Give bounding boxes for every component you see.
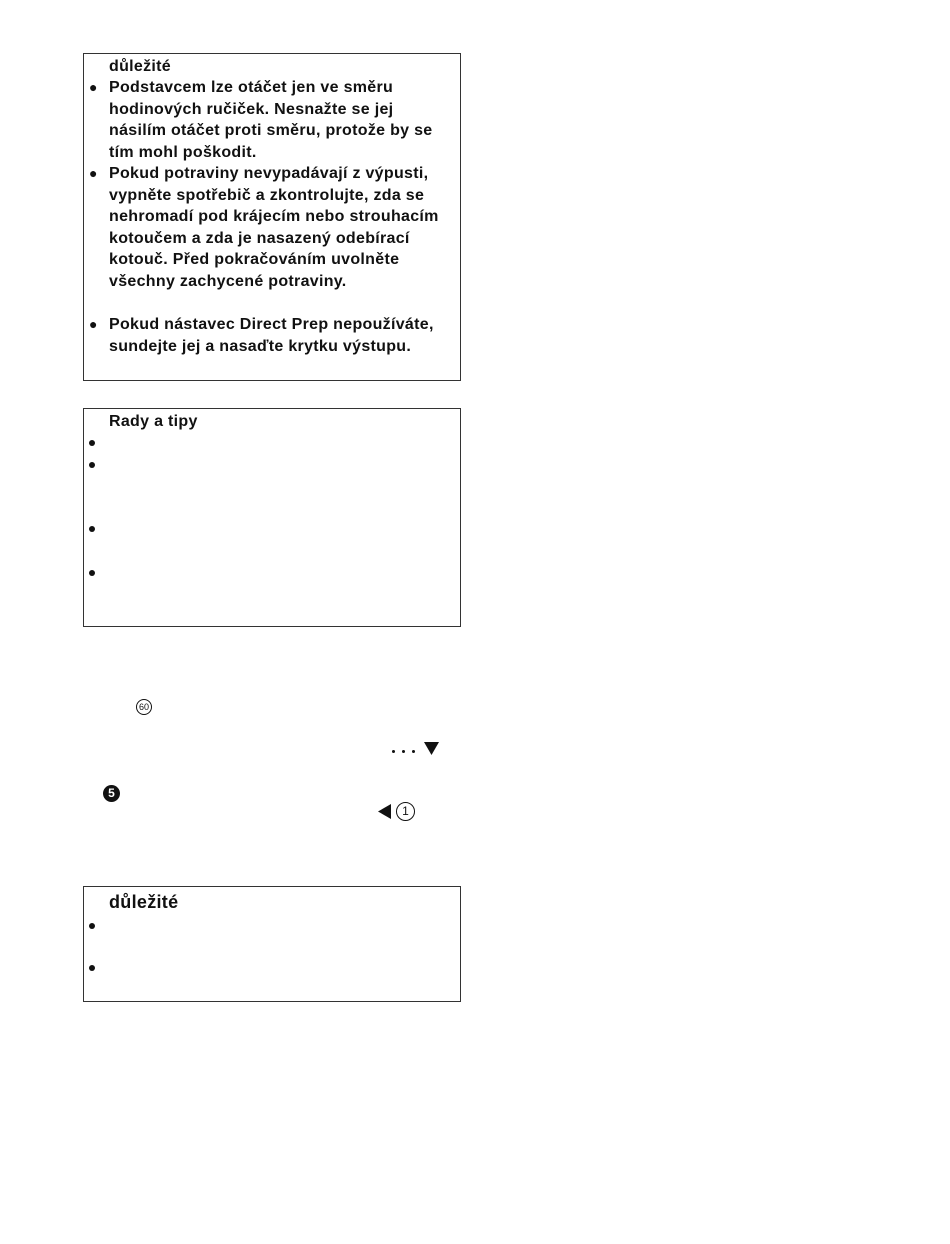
important-box-2-title: důležité [109, 892, 179, 912]
bullet-icon: ● [89, 79, 98, 95]
ellipsis-icon [392, 750, 420, 754]
important-box-1 [83, 53, 461, 381]
bullet-icon [89, 462, 95, 468]
important-box-1-item-2 [84, 163, 460, 315]
bullet-icon [89, 965, 95, 971]
bullet-icon [89, 570, 95, 576]
bullet-icon [89, 923, 95, 929]
important-box-1-title: důležité [109, 58, 171, 75]
important-box-1-item-3-text: Pokud nástavec Direct Prep nepoužíváte, sundejte jej a nasaďte krytku výstupu. [109, 316, 434, 355]
bullet-icon [89, 526, 95, 532]
important-box-2 [83, 886, 461, 1002]
circled-60-marker: 60 [136, 699, 152, 715]
bullet-icon: ● [89, 316, 98, 332]
important-box-1-item-1-text: Podstavcem lze otáčet jen ve směru hodinových ručiček. Nesnažte se jej násilím otáčet proti směru, protože by se tím mohl poškodit. [109, 79, 433, 161]
bullet-icon [89, 440, 95, 446]
circled-1-marker: 1 [396, 802, 415, 821]
important-box-1-item-2-text: Pokud potraviny nevypadávají z výpusti, vypněte spotřebič a zkontrolujte, zda se nehromadí pod krájecím nebo strouhacím kotoučem a zda je nasazený odebírací kotouč. Před pokračováním uvolněte všechny zachycené potraviny. [109, 165, 439, 290]
triangle-down-icon [424, 742, 439, 755]
triangle-left-icon [378, 804, 391, 819]
important-box-1-item-3 [84, 314, 460, 380]
tips-box-title: Rady a tipy [109, 413, 198, 430]
important-box-1-item-1 [84, 77, 460, 164]
tips-box [83, 408, 461, 627]
filled-5-marker: 5 [103, 785, 120, 802]
bullet-icon: ● [89, 165, 98, 181]
